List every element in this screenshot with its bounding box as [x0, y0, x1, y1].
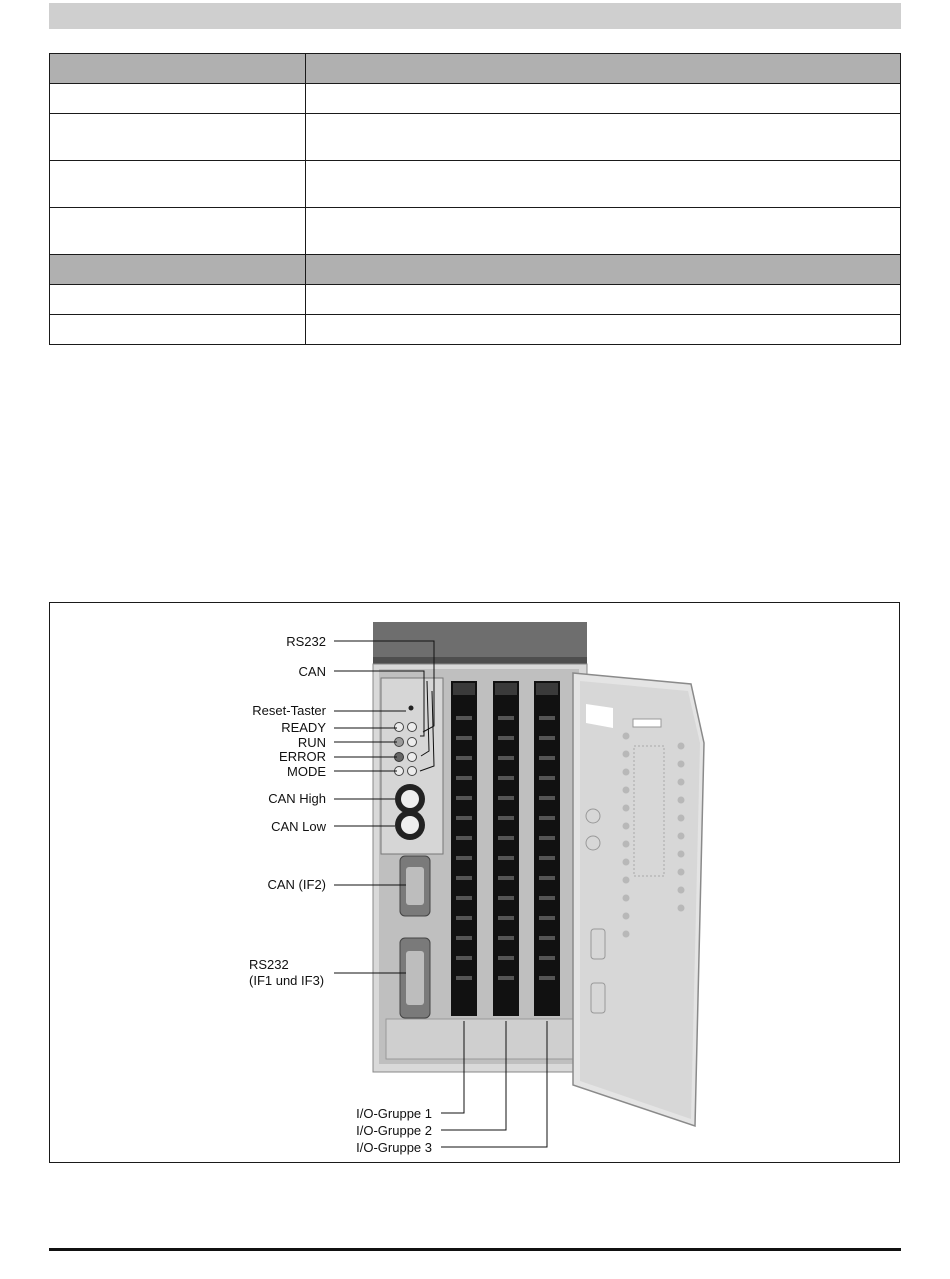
- table-row: [50, 208, 901, 255]
- callout-io-group-2: I/O-Gruppe 2: [356, 1123, 432, 1138]
- table-row: [50, 161, 901, 208]
- spec-table: [49, 53, 901, 345]
- io-group-3-terminal: [534, 681, 560, 1016]
- header-bar: [49, 3, 901, 29]
- table-header-row: [50, 54, 901, 84]
- callout-rs232: RS232: [286, 634, 326, 649]
- led-ready: [395, 723, 404, 732]
- reset-button: [409, 706, 414, 711]
- callout-can-high: CAN High: [268, 791, 326, 806]
- callout-io-group-3: I/O-Gruppe 3: [356, 1140, 432, 1155]
- table-row: [50, 84, 901, 114]
- device-figure: [49, 602, 900, 1163]
- callout-run: RUN: [297, 735, 326, 750]
- callout-error: ERROR: [279, 749, 326, 764]
- table-header-row: [50, 255, 901, 285]
- io-group-2-terminal: [493, 681, 519, 1016]
- table-row: [50, 315, 901, 345]
- callout-mode: MODE: [287, 764, 326, 779]
- callout-can-if2: CAN (IF2): [267, 877, 326, 892]
- callout-reset-button: Reset-Taster: [252, 703, 326, 718]
- callout-ready: READY: [281, 720, 326, 735]
- callout-rs232-if-line1: RS232: [249, 957, 289, 972]
- callout-io-group-1: I/O-Gruppe 1: [356, 1106, 432, 1121]
- device-illustration: [50, 603, 901, 1164]
- footer-rule: [49, 1248, 901, 1251]
- callout-can: CAN: [298, 664, 326, 679]
- io-group-1-terminal: [451, 681, 477, 1016]
- callout-can-low: CAN Low: [271, 819, 326, 834]
- table-row: [50, 114, 901, 161]
- table-row: [50, 285, 901, 315]
- callout-rs232-if-line2: (IF1 und IF3): [249, 973, 325, 988]
